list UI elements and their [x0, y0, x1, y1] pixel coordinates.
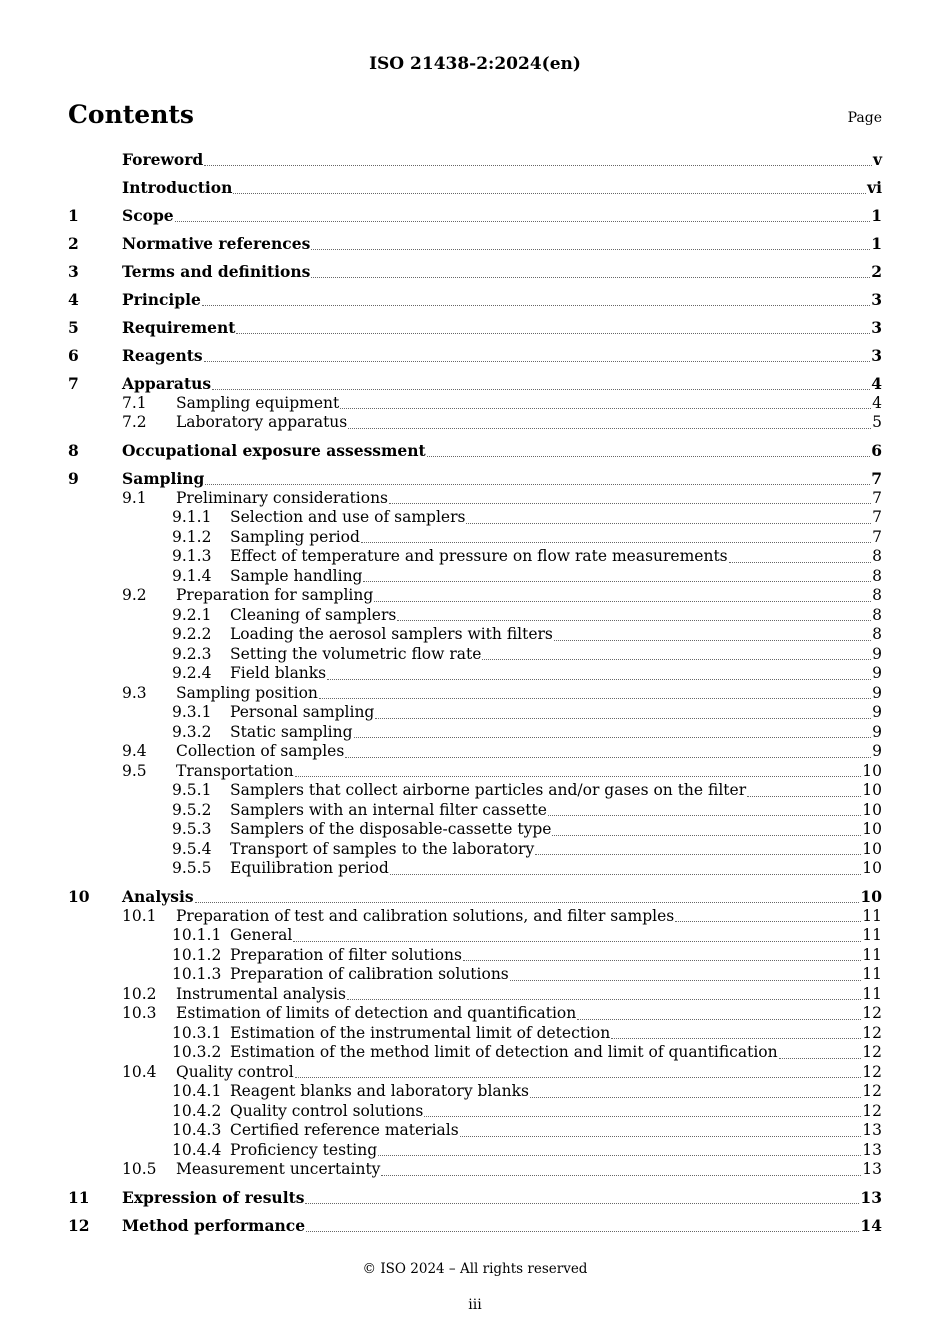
toc-dot-leader	[747, 796, 861, 797]
toc-entry-title: Sampling position	[176, 683, 318, 702]
toc-entry-title: Samplers of the disposable-cassette type	[230, 820, 552, 838]
toc-entry[interactable]	[68, 742, 882, 762]
toc-entry-page: 8	[872, 605, 882, 624]
toc-entry-page: 8	[872, 566, 882, 585]
toc-entry-page: 7	[872, 508, 882, 526]
toc-entry-page: 13	[860, 1188, 882, 1207]
toc-entry-page: 11	[862, 926, 882, 944]
toc-entry-page: v	[872, 150, 882, 169]
toc-entry-title: Measurement uncertainty	[176, 1160, 381, 1178]
toc-entry[interactable]	[68, 1043, 882, 1063]
toc-entry-title: Samplers with an internal filter cassette	[230, 800, 547, 819]
toc-entry-title: Expression of results	[122, 1188, 305, 1207]
toc-entry[interactable]	[68, 262, 882, 282]
toc-entry-number: 10.1.3	[172, 965, 222, 983]
toc-entry[interactable]	[68, 1216, 882, 1236]
toc-entry[interactable]	[68, 150, 882, 170]
toc-entry-page: 12	[862, 1101, 882, 1120]
toc-entry-title: Scope	[122, 206, 174, 225]
toc-entry[interactable]	[68, 664, 882, 684]
table-of-contents	[68, 150, 882, 1236]
toc-entry-number: 9.2	[122, 586, 147, 604]
toc-entry-title: General	[230, 926, 293, 944]
toc-entry-page: 9	[872, 703, 882, 721]
toc-entry-number: 10.3	[122, 1004, 157, 1022]
toc-entry-page: 12	[862, 1004, 882, 1022]
toc-entry-number: 10.4	[122, 1062, 157, 1081]
toc-entry[interactable]	[68, 1004, 882, 1024]
toc-entry-number: 9.5.1	[172, 781, 212, 799]
toc-entry-page: 9	[872, 664, 882, 682]
toc-entry[interactable]	[68, 926, 882, 946]
toc-entry-title: Preparation for sampling	[176, 586, 374, 604]
toc-entry[interactable]	[68, 684, 882, 704]
toc-dot-leader	[295, 1077, 862, 1078]
toc-entry-title: Quality control solutions	[230, 1101, 424, 1120]
toc-entry-number: 10.4.1	[172, 1082, 222, 1100]
toc-dot-leader	[611, 1038, 861, 1039]
toc-entry-number: 10.4.3	[172, 1121, 222, 1139]
toc-entry-title: Preparation of filter solutions	[230, 945, 462, 964]
toc-entry-title: Static sampling	[230, 722, 353, 741]
toc-entry[interactable]	[68, 859, 882, 879]
toc-dot-leader	[348, 428, 871, 429]
toc-entry-title: Sample handling	[230, 566, 363, 585]
toc-entry[interactable]	[68, 801, 882, 821]
toc-entry-title: Analysis	[122, 887, 194, 906]
toc-dot-leader	[204, 361, 871, 362]
toc-dot-leader	[378, 1155, 861, 1156]
toc-entry-number: 8	[68, 441, 79, 460]
toc-entry-page: 9	[872, 742, 882, 760]
toc-entry-number: 9.4	[122, 742, 147, 760]
toc-entry[interactable]	[68, 1024, 882, 1044]
toc-entry-number: 9.3.2	[172, 722, 212, 741]
toc-entry-number: 9.2.3	[172, 644, 212, 663]
toc-dot-leader	[729, 562, 871, 563]
toc-entry[interactable]	[68, 1102, 882, 1122]
toc-entry-number: 9.1.2	[172, 527, 212, 546]
toc-dot-leader	[375, 718, 871, 719]
toc-dot-leader	[363, 581, 871, 582]
toc-entry-page: 10	[860, 887, 882, 906]
toc-dot-leader	[202, 305, 870, 306]
toc-dot-leader	[311, 249, 870, 250]
toc-entry-page: vi	[867, 178, 882, 197]
toc-entry-page: 13	[862, 1160, 882, 1178]
toc-entry-title: Sampling equipment	[176, 393, 340, 412]
toc-dot-leader	[347, 999, 861, 1000]
toc-entry-page: 9	[872, 683, 882, 702]
toc-entry-title: Transportation	[176, 761, 294, 780]
toc-dot-leader	[460, 1136, 862, 1137]
toc-entry-title: Samplers that collect airborne particles and/or gases on the filter	[230, 781, 747, 799]
toc-entry-page: 11	[862, 965, 882, 983]
toc-entry[interactable]	[68, 1160, 882, 1180]
toc-dot-leader	[293, 941, 861, 942]
toc-entry-number: 9.1	[122, 488, 147, 507]
toc-entry[interactable]	[68, 508, 882, 528]
toc-entry-number: 10.1.1	[172, 926, 222, 944]
toc-entry-page: 8	[872, 586, 882, 604]
toc-dot-leader	[212, 389, 870, 390]
toc-entry-number: 1	[68, 206, 79, 225]
toc-entry[interactable]	[68, 820, 882, 840]
toc-dot-leader	[530, 1097, 861, 1098]
toc-entry[interactable]	[68, 206, 882, 226]
toc-entry-number: 10.1.2	[172, 945, 222, 964]
toc-dot-leader	[397, 620, 871, 621]
toc-entry-page: 14	[860, 1216, 882, 1235]
toc-entry-number: 9.5.5	[172, 859, 212, 877]
toc-entry[interactable]	[68, 985, 882, 1005]
toc-entry-title: Field blanks	[230, 664, 327, 682]
toc-entry-title: Estimation of the instrumental limit of detection	[230, 1023, 611, 1042]
toc-entry[interactable]	[68, 1082, 882, 1102]
toc-dot-leader	[306, 1231, 859, 1232]
toc-entry-number: 9.2.2	[172, 625, 212, 643]
toc-entry-title: Instrumental analysis	[176, 984, 346, 1003]
toc-entry-title: Preparation of test and calibration solutions, and filter samples	[176, 906, 675, 925]
toc-entry[interactable]	[68, 1063, 882, 1083]
toc-entry-number: 9.5.4	[172, 839, 212, 858]
toc-entry-title: Requirement	[122, 318, 236, 337]
toc-dot-leader	[390, 874, 861, 875]
toc-entry-number: 7.1	[122, 393, 147, 412]
toc-entry-number: 7	[68, 374, 79, 393]
toc-entry[interactable]	[68, 346, 882, 366]
toc-entry[interactable]	[68, 469, 882, 489]
toc-entry-title: Selection and use of samplers	[230, 508, 466, 526]
toc-entry-page: 1	[871, 234, 882, 253]
toc-entry-page: 4	[872, 393, 882, 412]
toc-entry-number: 9.3.1	[172, 703, 212, 721]
toc-dot-leader	[463, 960, 861, 961]
toc-entry-title: Loading the aerosol samplers with filters	[230, 625, 553, 643]
toc-entry[interactable]	[68, 781, 882, 801]
toc-entry[interactable]	[68, 1121, 882, 1141]
toc-entry-page: 7	[871, 469, 882, 488]
toc-entry-number: 4	[68, 290, 79, 309]
toc-dot-leader	[361, 542, 871, 543]
toc-dot-leader	[205, 484, 870, 485]
toc-entry-title: Estimation of limits of detection and quantification	[176, 1004, 577, 1022]
toc-entry-title: Reagent blanks and laboratory blanks	[230, 1082, 529, 1100]
toc-dot-leader	[175, 221, 871, 222]
toc-entry-page: 11	[862, 984, 882, 1003]
toc-entry-title: Proficiency testing	[230, 1140, 378, 1159]
toc-entry[interactable]	[68, 907, 882, 927]
toc-entry-title: Sampling	[122, 469, 205, 488]
toc-entry[interactable]	[68, 606, 882, 626]
toc-dot-leader	[233, 193, 866, 194]
toc-entry-page: 12	[862, 1043, 882, 1061]
toc-entry[interactable]	[68, 965, 882, 985]
toc-entry-number: 2	[68, 234, 79, 253]
toc-entry-page: 1	[871, 206, 882, 225]
toc-entry[interactable]	[68, 489, 882, 509]
toc-entry-page: 10	[862, 820, 882, 838]
toc-entry-number: 10.3.1	[172, 1023, 222, 1042]
toc-entry-page: 11	[862, 906, 882, 925]
toc-entry[interactable]	[68, 1188, 882, 1208]
toc-entry-number: 9.2.1	[172, 605, 212, 624]
toc-entry-page: 8	[872, 547, 882, 565]
toc-entry-title: Certified reference materials	[230, 1121, 459, 1139]
toc-dot-leader	[424, 1116, 861, 1117]
toc-entry-number: 7.2	[122, 413, 147, 431]
toc-entry-page: 7	[872, 527, 882, 546]
toc-dot-leader	[374, 601, 871, 602]
toc-entry[interactable]	[68, 1141, 882, 1161]
toc-dot-leader	[427, 456, 870, 457]
toc-dot-leader	[389, 503, 871, 504]
toc-entry[interactable]	[68, 290, 882, 310]
toc-entry-page: 12	[862, 1082, 882, 1100]
toc-entry-title: Foreword	[122, 150, 204, 169]
toc-entry-number: 10	[68, 887, 90, 906]
toc-entry[interactable]	[68, 413, 882, 433]
toc-entry-page: 6	[871, 441, 882, 460]
toc-entry-page: 11	[862, 945, 882, 964]
toc-entry-title: Collection of samples	[176, 742, 345, 760]
toc-entry[interactable]	[68, 394, 882, 414]
toc-entry-title: Occupational exposure assessment	[122, 441, 426, 460]
toc-entry-number: 10.1	[122, 906, 157, 925]
toc-entry-number: 10.4.2	[172, 1101, 222, 1120]
toc-entry-title: Quality control	[176, 1062, 294, 1081]
toc-entry-page: 4	[871, 374, 882, 393]
toc-entry-number: 12	[68, 1216, 90, 1235]
toc-dot-leader	[340, 408, 871, 409]
toc-entry-title: Introduction	[122, 178, 233, 197]
toc-entry-page: 3	[871, 346, 882, 365]
toc-entry-number: 5	[68, 318, 79, 337]
contents-title: Contents	[68, 100, 195, 129]
toc-entry-page: 9	[872, 722, 882, 741]
toc-dot-leader	[204, 165, 872, 166]
document-id-header: ISO 21438-2:2024(en)	[369, 54, 581, 74]
toc-entry-title: Principle	[122, 290, 201, 309]
toc-entry-page: 10	[862, 761, 882, 780]
toc-entry[interactable]	[68, 586, 882, 606]
toc-entry-page: 5	[872, 413, 882, 431]
toc-entry[interactable]	[68, 703, 882, 723]
toc-entry-number: 10.3.2	[172, 1043, 222, 1061]
toc-entry-number: 11	[68, 1188, 90, 1207]
toc-entry[interactable]	[68, 840, 882, 860]
toc-entry[interactable]	[68, 645, 882, 665]
toc-dot-leader	[554, 640, 871, 641]
toc-entry-title: Laboratory apparatus	[176, 413, 348, 431]
toc-entry-number: 10.5	[122, 1160, 157, 1178]
toc-entry-number: 10.2	[122, 984, 157, 1003]
toc-dot-leader	[345, 757, 871, 758]
toc-entry-title: Transport of samples to the laboratory	[230, 839, 535, 858]
toc-entry-page: 3	[871, 318, 882, 337]
toc-entry[interactable]	[68, 887, 882, 907]
toc-entry-title: Personal sampling	[230, 703, 375, 721]
toc-entry-page: 10	[862, 839, 882, 858]
toc-entry-page: 9	[872, 644, 882, 663]
toc-entry[interactable]	[68, 318, 882, 338]
copyright-footer: © ISO 2024 – All rights reserved	[362, 1261, 588, 1277]
toc-entry-page: 10	[862, 781, 882, 799]
toc-entry[interactable]	[68, 762, 882, 782]
toc-entry-page: 10	[862, 859, 882, 877]
toc-entry-number: 9.1.1	[172, 508, 212, 526]
toc-entry-title: Terms and definitions	[122, 262, 311, 281]
toc-dot-leader	[466, 523, 871, 524]
toc-dot-leader	[779, 1058, 862, 1059]
toc-entry-title: Normative references	[122, 234, 311, 253]
toc-entry-page: 7	[872, 488, 882, 507]
toc-entry-number: 9.1.3	[172, 547, 212, 565]
toc-entry[interactable]	[68, 567, 882, 587]
toc-dot-leader	[236, 333, 870, 334]
toc-dot-leader	[311, 277, 870, 278]
toc-entry-title: Preparation of calibration solutions	[230, 965, 509, 983]
toc-entry-page: 13	[862, 1121, 882, 1139]
toc-entry-title: Estimation of the method limit of detection and limit of quantification	[230, 1043, 778, 1061]
toc-dot-leader	[195, 902, 860, 903]
toc-entry-page: 12	[862, 1062, 882, 1081]
toc-entry-title: Equilibration period	[230, 859, 389, 877]
toc-dot-leader	[327, 679, 871, 680]
toc-entry-number: 9.3	[122, 683, 147, 702]
toc-entry[interactable]	[68, 178, 882, 198]
toc-entry[interactable]	[68, 234, 882, 254]
page-column-label: Page	[847, 110, 882, 126]
toc-entry-number: 6	[68, 346, 79, 365]
toc-dot-leader	[354, 737, 872, 738]
toc-entry-title: Method performance	[122, 1216, 306, 1235]
toc-dot-leader	[482, 659, 871, 660]
toc-entry-page: 8	[872, 625, 882, 643]
toc-entry-number: 9.5	[122, 761, 147, 780]
toc-dot-leader	[577, 1019, 861, 1020]
page-number: iii	[468, 1297, 482, 1313]
toc-entry-title: Apparatus	[122, 374, 212, 393]
toc-entry-page: 10	[862, 800, 882, 819]
toc-entry-number: 9.5.3	[172, 820, 212, 838]
toc-entry[interactable]	[68, 441, 882, 461]
toc-entry-page: 3	[871, 290, 882, 309]
toc-entry-number: 9.1.4	[172, 566, 212, 585]
toc-dot-leader	[319, 698, 871, 699]
toc-entry[interactable]	[68, 625, 882, 645]
toc-entry-title: Cleaning of samplers	[230, 605, 397, 624]
toc-entry-number: 9	[68, 469, 79, 488]
toc-entry-title: Setting the volumetric flow rate	[230, 644, 482, 663]
toc-entry-page: 12	[862, 1023, 882, 1042]
toc-entry-number: 3	[68, 262, 79, 281]
toc-entry-page: 2	[871, 262, 882, 281]
toc-dot-leader	[552, 835, 861, 836]
toc-entry-page: 13	[862, 1140, 882, 1159]
toc-entry-title: Reagents	[122, 346, 203, 365]
toc-entry[interactable]	[68, 723, 882, 743]
toc-entry-number: 9.2.4	[172, 664, 212, 682]
toc-entry-title: Sampling period	[230, 527, 360, 546]
toc-entry[interactable]	[68, 374, 882, 394]
toc-dot-leader	[381, 1175, 861, 1176]
toc-dot-leader	[675, 921, 861, 922]
toc-dot-leader	[510, 980, 862, 981]
toc-entry-number: 10.4.4	[172, 1140, 222, 1159]
toc-entry[interactable]	[68, 528, 882, 548]
toc-entry[interactable]	[68, 946, 882, 966]
toc-dot-leader	[548, 815, 861, 816]
toc-dot-leader	[305, 1203, 859, 1204]
toc-dot-leader	[295, 776, 862, 777]
toc-entry-title: Preliminary considerations	[176, 488, 389, 507]
toc-entry-title: Effect of temperature and pressure on flow rate measurements	[230, 547, 728, 565]
toc-entry-number: 9.5.2	[172, 800, 212, 819]
toc-dot-leader	[535, 854, 861, 855]
toc-entry[interactable]	[68, 547, 882, 567]
